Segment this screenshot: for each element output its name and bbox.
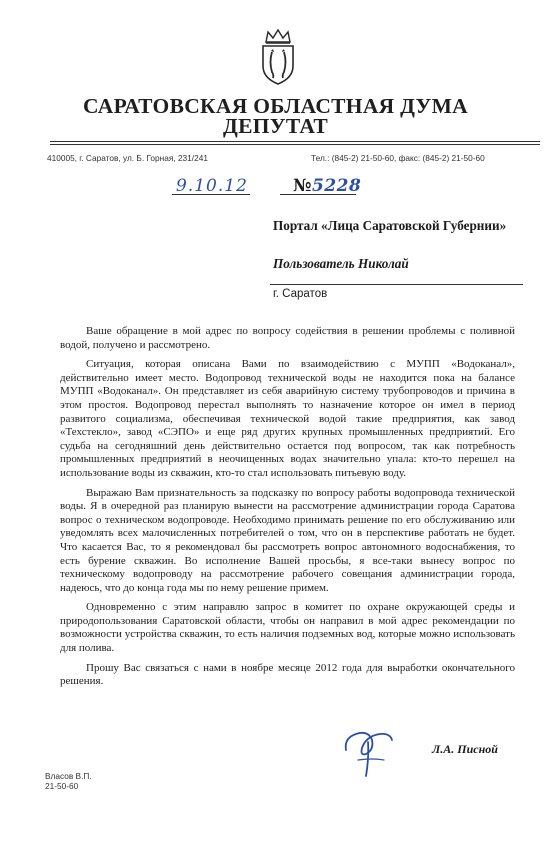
number-value: 5228 bbox=[311, 176, 362, 196]
body-paragraph: Прошу Вас связаться с нами в ноябре месяце 2012 года для выработки окончательного решения. bbox=[60, 661, 515, 688]
executor-phone: 21-50-60 bbox=[45, 781, 79, 791]
coat-of-arms-icon bbox=[256, 28, 300, 86]
office-address: 410005, г. Саратов, ул. Б. Горная, 231/241 bbox=[47, 153, 208, 163]
body-paragraph: Одновременно с этим направлю запрос в комитет по охране окружающей среды и природопользования Саратовской области, чтобы он направил в мой адрес рекомендации по возможности устройства скважин, то есть наличия подземных вод, которые можно использовать для полива. bbox=[60, 601, 515, 655]
body-paragraph: Выражаю Вам признательность за подсказку по вопросу работы водопровода технической воды. Я в очередной раз планирую вынести на рассмотрение администрации города Саратова вопрос о техническом водопроводе. Необходимо принимать решение по его обслуживанию или уведомлять всех малочисленных потребителей о том, что он в перспективе работать не будет. Что касается Вас, то я рекомендовал бы рассмотреть вопрос автономного водоснабжения, то есть бурение скважин. Во исполнение Вашей просьбы, я все-таки вынесу вопрос по техническому водопроводу на рассмотрение рабочего совещания администрации города, надеюсь, что до конца года мы по нему решение примем. bbox=[60, 486, 515, 594]
organization-name: САРАТОВСКАЯ ОБЛАСТНАЯ ДУМА bbox=[82, 94, 468, 118]
body-paragraph: Ситуация, которая описана Вами по взаимодействию с МУПП «Водоканал», действительно имеет место. Водопровод технической воды не находится пока на балансе МУПП «Водоканал». Он представляет из себя аварийную систему трубопроводов и причина в этом простоя. Водопровод перестал выполнять то назначение которое он имел в период развитого социализма, обеспечивая технической водой такие предприятия, как завод «Техстекло», завод «СЭПО» и еще ряд других крупных промышленных предприятий. Его судьба на сегодняшний день действительно остается под вопросом, так как потребность промышленных предприятий в неочищенных водах значительно упала: кто-то перешел на использование воды из скважин, кто-то стал использовать питьевую воду. bbox=[60, 358, 515, 479]
handwritten-signature bbox=[338, 720, 400, 780]
office-phones: Тел.: (845-2) 21-50-60, факс: (845-2) 21-50-60 bbox=[311, 153, 485, 163]
body-paragraph: Ваше обращение в мой адрес по вопросу содействия в решении проблемы с поливной водой, получено и рассмотрено. bbox=[60, 325, 515, 351]
outgoing-date: 9.10.12 bbox=[176, 176, 248, 196]
date-underline bbox=[172, 194, 250, 195]
executor-block bbox=[45, 771, 92, 791]
number-sign: № bbox=[293, 176, 312, 196]
recipient-name: Пользователь Николай bbox=[273, 256, 409, 271]
letter-body bbox=[60, 325, 515, 695]
executor-name: Власов В.П. bbox=[45, 771, 92, 781]
recipient-underline bbox=[270, 284, 523, 285]
recipient-organization: Портал «Лица Саратовской Губернии» bbox=[273, 218, 507, 233]
position-title: ДЕПУТАТ bbox=[223, 114, 328, 138]
number-underline bbox=[280, 194, 356, 195]
outgoing-number bbox=[293, 176, 361, 196]
recipient-city: г. Саратов bbox=[273, 288, 328, 300]
header-divider-thin bbox=[50, 144, 540, 145]
signer-name: Л.А. Писной bbox=[432, 742, 498, 756]
header-divider bbox=[50, 141, 540, 142]
